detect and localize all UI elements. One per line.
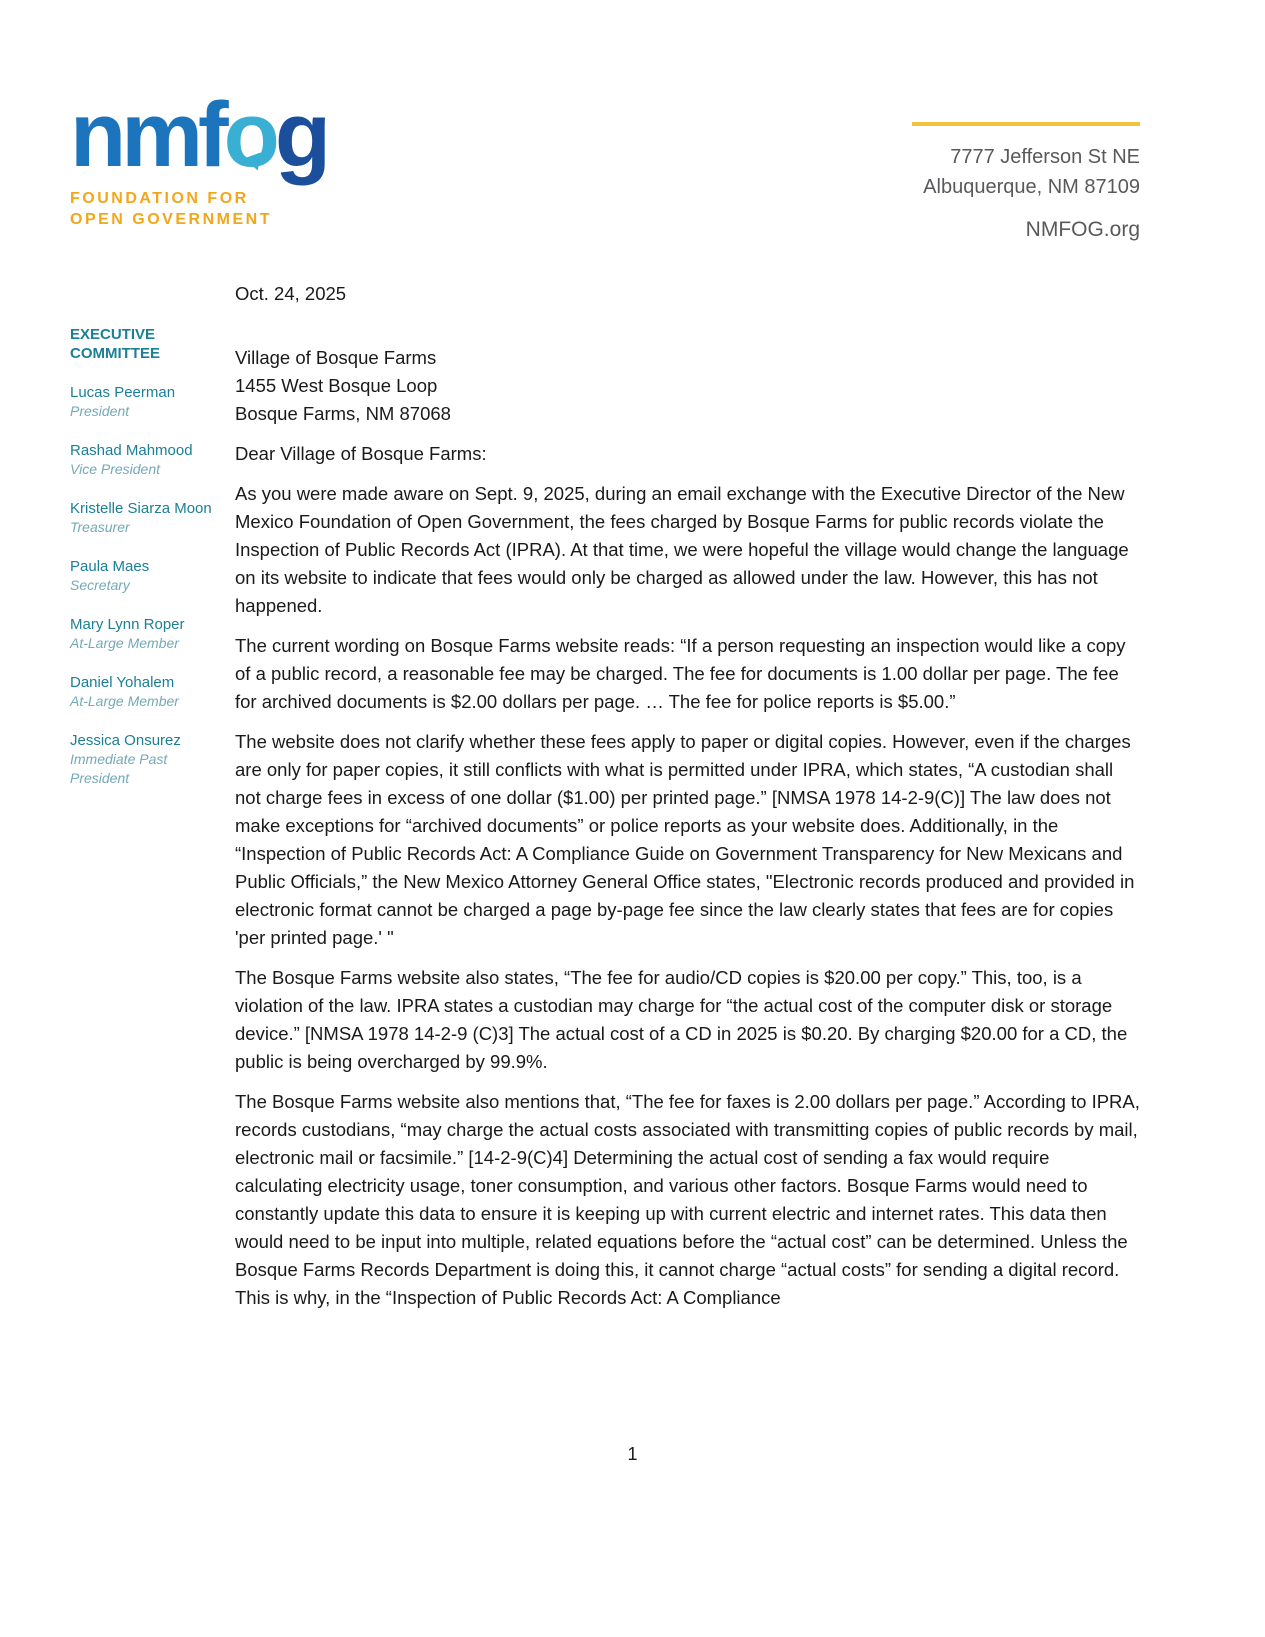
logo-text-g: g [274, 84, 327, 186]
committee-member [70, 441, 215, 479]
member-title: At-Large Member [70, 693, 179, 709]
org-website: NMFOG.org [1025, 218, 1140, 241]
page-header [70, 84, 1140, 242]
recipient-address-block [235, 344, 1140, 428]
address-street: 7777 Jefferson St NE [950, 146, 1140, 168]
address-city: Albuquerque, NM 87109 [923, 176, 1140, 198]
member-name: Lucas Peerman [70, 384, 176, 401]
sidebar-title: EXECUTIVE COMMITTEE [70, 326, 160, 362]
member-title: Treasurer [70, 519, 130, 535]
gold-divider-rule [912, 122, 1140, 126]
recipient-line: Village of Bosque Farms [235, 347, 437, 368]
letter-date: Oct. 24, 2025 [235, 283, 347, 304]
letter-paragraph-3: The website does not clarify whether these fees apply to paper or digital copies. However, even if the charges are only for paper copies, it still conflicts with what is permitted under IPRA, which states, “A custodian shall not charge fees in excess of one dollar ($1.00) per printed page.” [NMSA 1978 14-2-9(C)] The law does not make exceptions for “archived documents” or police reports as your website does. Additionally, in the “Inspection of Public Records Act: A Compliance Guide on Government Transparency for New Mexicans and Public Officials,” the New Mexico Attorney General Office states, "Electronic records produced and provided in electronic format cannot be charged a page by-page fee since the law clearly states that fees are for copies 'per printed page.' " [235, 731, 1135, 948]
member-title: Immediate Past President [70, 751, 168, 786]
letter-salutation: Dear Village of Bosque Farms: [235, 443, 487, 464]
logo-tagline-line1: FOUNDATION FOR [70, 190, 249, 208]
member-title: At-Large Member [70, 635, 179, 651]
letter-paragraph-5: The Bosque Farms website also mentions that, “The fee for faxes is 2.00 dollars per page.” According to IPRA, records custodians, “may charge the actual costs associated with transmitting copies of public records by mail, electronic mail or facsimile.” [14-2-9(C)4] Determining the actual cost of sending a fax would require calculating electricity usage, toner consumption, and various other factors. Bosque Farms would need to constantly update this data to ensure it is keeping up with current electric and internet rates. This data then would need to be input into multiple, related equations before the “actual cost” can be determined. Unless the Bosque Farms Records Department is doing this, it cannot charge “actual costs” for sending a digital record. This is why, in the “Inspection of Public Records Act: A Compliance [235, 1091, 1140, 1308]
organization-address-block [912, 92, 1140, 242]
member-name: Paula Maes [70, 558, 150, 575]
letter-paragraph-2: The current wording on Bosque Farms website reads: “If a person requesting an inspection would like a copy of a public record, a reasonable fee may be charged. The fee for documents is 1.00 dollar per page. The fee for archived documents is $2.00 dollars per page. … The fee for police reports is $5.00.” [235, 635, 1126, 712]
logo-speech-bubble-o-icon: o [223, 84, 275, 186]
member-title: Vice President [70, 461, 161, 477]
recipient-line: Bosque Farms, NM 87068 [235, 403, 451, 424]
committee-member [70, 499, 215, 537]
letter-paragraph-1: As you were made aware on Sept. 9, 2025, during an email exchange with the Executive Director of the New Mexico Foundation of Open Government, the fees charged by Bosque Farms for public records violate the Inspection of Public Records Act (IPRA). At that time, we were hopeful the village would change the language on its website to indicate that fees would only be charged as allowed under the law. However, this has not happened. [235, 483, 1129, 616]
recipient-line: 1455 West Bosque Loop [235, 375, 438, 396]
logo-tagline [70, 189, 326, 231]
member-name: Kristelle Siarza Moon [70, 500, 212, 517]
committee-member [70, 673, 215, 711]
nmfog-logo-wordmark [70, 84, 327, 186]
committee-member [70, 383, 215, 421]
nmfog-logo [70, 84, 327, 231]
member-title: Secretary [70, 577, 130, 593]
page-content [70, 280, 1140, 1312]
letter-body [235, 280, 1140, 1312]
member-title: President [70, 403, 130, 419]
committee-member [70, 731, 215, 788]
member-name: Daniel Yohalem [70, 674, 175, 691]
member-name: Rashad Mahmood [70, 442, 193, 459]
committee-member [70, 557, 215, 595]
logo-text-nmf: nmf [70, 84, 224, 186]
letter-paragraph-4: The Bosque Farms website also states, “The fee for audio/CD copies is $20.00 per copy.” This, too, is a violation of the law. IPRA states a custodian may charge for “the actual cost of the computer disk or storage device.” [NMSA 1978 14-2-9 (C)3] The actual cost of a CD in 2025 is $0.20. By charging $20.00 for a CD, the public is being overcharged by 99.9%. [235, 967, 1128, 1072]
page-number: 1 [627, 1444, 638, 1464]
committee-member [70, 615, 215, 653]
member-name: Mary Lynn Roper [70, 616, 185, 633]
member-name: Jessica Onsurez [70, 732, 181, 749]
logo-tagline-line2: OPEN GOVERNMENT [70, 211, 272, 229]
executive-committee-sidebar [70, 280, 235, 808]
